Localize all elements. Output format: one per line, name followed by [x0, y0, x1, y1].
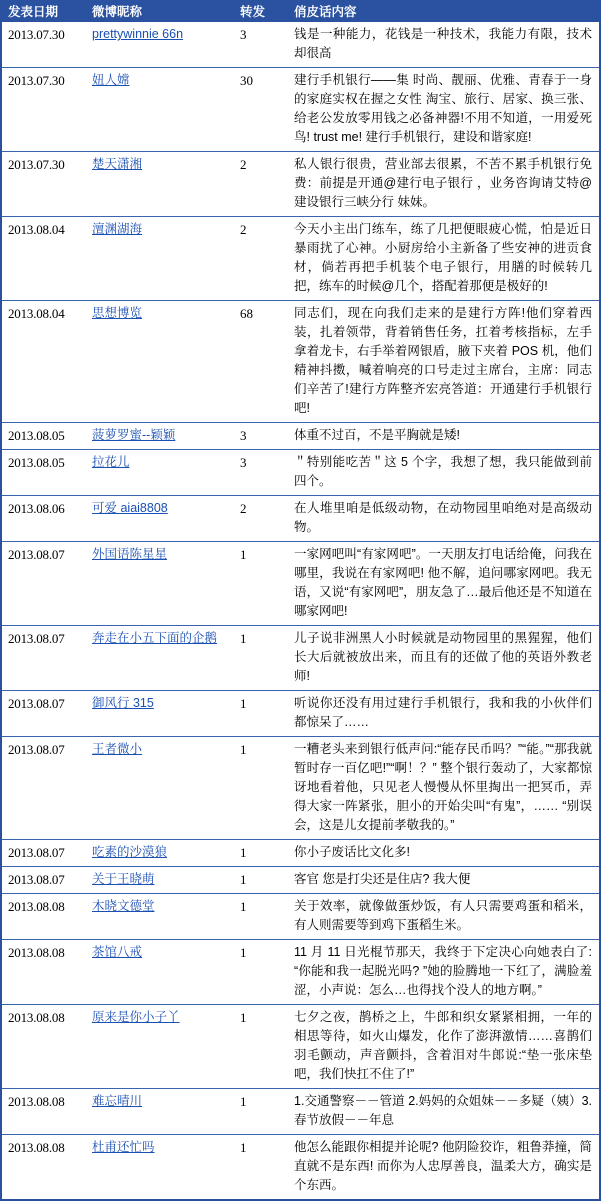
cell-content: 钱是一种能力，花钱是一种技术，我能力有限，技术却很高: [294, 27, 592, 60]
cell-nickname: [84, 737, 238, 840]
cell-content: 建行手机银行——集 时尚、靓丽、优雅、青春于一身的家庭实权在握之女性 淘宝、旅行、居家、换三张、给老公发放零用钱之必备神器!不用不知道，一用爱死鸟! trust me! 建行手机银行，建设和谐家庭!: [294, 73, 592, 144]
cell-content: ＂特别能吃苦＂这 5 个字，我想了想，我只能做到前四个。: [294, 455, 592, 488]
cell-content: 今天小主出门练车，练了几把便眼疲心慌，怕是近日暴雨扰了心神。小厨房给小主新备了些安神的进贡食材，倘若再把手机装个电子银行，用膳的时候转几把，练车的时候@几个，搭配着那便是极好的!: [294, 222, 592, 293]
cell-date: 2013.08.04: [8, 306, 65, 321]
table-row: [1, 894, 600, 940]
cell-nickname: [84, 1005, 238, 1089]
cell-date: 2013.08.08: [8, 1094, 65, 1109]
table-row: [1, 737, 600, 840]
cell-date: 2013.08.04: [8, 222, 65, 237]
cell-content: 儿子说非洲黑人小时候就是动物园里的黑猩猩，他们长大后就被放出来，而且有的还做了他的英语外教老师!: [294, 631, 592, 683]
cell-nickname: [84, 496, 238, 542]
cell-content: 你小子废话比文化多!: [294, 845, 410, 859]
table-row: [1, 68, 600, 152]
cell-forward-count: 1: [240, 742, 247, 757]
cell-nickname: [84, 840, 238, 867]
table-row: [1, 217, 600, 301]
nickname-link[interactable]: 御风行 315: [92, 696, 154, 710]
cell-date: 2013.08.08: [8, 1010, 65, 1025]
cell-forward-count: 2: [240, 157, 247, 172]
cell-nickname: [84, 68, 238, 152]
column-header-date[interactable]: 发表日期: [1, 1, 84, 22]
table-row: [1, 542, 600, 626]
cell-nickname: [84, 450, 238, 496]
nickname-link[interactable]: 菠萝罗蜜--颖颖: [92, 428, 176, 442]
cell-date: 2013.07.30: [8, 73, 65, 88]
cell-content: 他怎么能跟你相提并论呢? 他阴险狡诈，粗鲁莽撞，简直就不是东西! 而你为人忠厚善良，温柔大方，确实是个东西。: [294, 1140, 592, 1192]
nickname-link[interactable]: 杜甫还忙吗: [92, 1140, 155, 1154]
table-row: [1, 301, 600, 423]
nickname-link[interactable]: 可爱 aiai8808: [92, 501, 168, 515]
table-row: [1, 423, 600, 450]
cell-date: 2013.08.07: [8, 631, 65, 646]
cell-forward-count: 68: [240, 306, 253, 321]
cell-content: 关于效率，就像做蛋炒饭，有人只需要鸡蛋和稻米，有人则需要等到鸡下蛋稻生米。: [294, 899, 592, 932]
nickname-link[interactable]: 原来是你小子丫: [92, 1010, 180, 1024]
cell-forward-count: 3: [240, 455, 247, 470]
nickname-link[interactable]: 思想博览: [92, 306, 143, 320]
cell-nickname: [84, 542, 238, 626]
cell-forward-count: 1: [240, 845, 247, 860]
cell-date: 2013.08.05: [8, 455, 65, 470]
table-row: [1, 152, 600, 217]
table-body: [1, 22, 600, 1200]
cell-date: 2013.07.30: [8, 157, 65, 172]
table-row: [1, 626, 600, 691]
cell-date: 2013.08.07: [8, 547, 65, 562]
table-row: [1, 22, 600, 68]
cell-forward-count: 1: [240, 696, 247, 711]
cell-content: 11 月 11 日光棍节那天，我终于下定决心向她表白了:“你能和我一起脱光吗? ”她的脸腾地一下红了，满脸羞涩，小声说：怎么…也得找个没人的地方啊。”: [294, 945, 592, 997]
cell-date: 2013.07.30: [8, 27, 65, 42]
cell-nickname: [84, 894, 238, 940]
cell-date: 2013.08.08: [8, 945, 65, 960]
cell-forward-count: 1: [240, 631, 247, 646]
table-row: [1, 1089, 600, 1135]
cell-content: 一糟老头来到银行低声问:“能存民币吗？”“能。”“那我就暂时存一百亿吧!”“啊！？” 整个银行轰动了，大家都惊讶地看着他，只见老人慢慢从怀里掏出一把冥币，弄得大家一阵紧张，胆小的开始尖叫“有鬼”，…… “别误会，这是儿女提前孝敬我的。”: [294, 742, 592, 832]
nickname-link[interactable]: 妞人嫦: [92, 73, 130, 87]
cell-nickname: [84, 1089, 238, 1135]
cell-nickname: [84, 867, 238, 894]
table-row: [1, 1005, 600, 1089]
column-header-nickname[interactable]: 微博昵称: [84, 1, 238, 22]
cell-forward-count: 1: [240, 1140, 247, 1155]
table-row: [1, 450, 600, 496]
table-header-row: [1, 1, 600, 22]
cell-nickname: [84, 22, 238, 68]
cell-forward-count: 1: [240, 945, 247, 960]
column-header-content[interactable]: 俏皮话内容: [284, 1, 600, 22]
table-header: [1, 1, 600, 22]
cell-forward-count: 1: [240, 1094, 247, 1109]
cell-nickname: [84, 217, 238, 301]
nickname-link[interactable]: 关于王晓萌: [92, 872, 155, 886]
cell-forward-count: 1: [240, 1010, 247, 1025]
table-row: [1, 840, 600, 867]
table-row: [1, 691, 600, 737]
cell-content: 体重不过百，不是平胸就是矮!: [294, 428, 460, 442]
cell-content: 私人银行很贵，营业部去很累，不苦不累手机银行免费：前提是开通@建行电子银行 ，业务咨询请艾特@建设银行三峡分行 妹妹。: [294, 157, 592, 209]
cell-date: 2013.08.05: [8, 428, 65, 443]
cell-forward-count: 1: [240, 899, 247, 914]
nickname-link[interactable]: 茶馆八戒: [92, 945, 143, 959]
cell-date: 2013.08.07: [8, 872, 65, 887]
cell-nickname: [84, 423, 238, 450]
cell-content: 同志们，现在向我们走来的是建行方阵!他们穿着西装，扎着领带，背着销售任务，扛着考核指标，左手拿着龙卡，右手举着网银盾，腋下夹着 POS 机，他们精神抖擞，喊着响亮的口号走过主席台，主席：同志们辛苦了!建行方阵整齐宏亮答道：开通建行手机银行吧!: [294, 306, 592, 415]
table-row: [1, 867, 600, 894]
cell-forward-count: 30: [240, 73, 253, 88]
cell-forward-count: 2: [240, 222, 247, 237]
column-header-forwards[interactable]: 转发: [238, 1, 284, 22]
nickname-link[interactable]: 奔走在小五下面的企鹅: [92, 631, 218, 645]
cell-nickname: [84, 626, 238, 691]
cell-nickname: [84, 152, 238, 217]
cell-date: 2013.08.06: [8, 501, 65, 516]
cell-nickname: [84, 940, 238, 1005]
cell-content: 客官 您是打尖还是住店? 我大便: [294, 872, 471, 886]
nickname-link[interactable]: 澶渊湖海: [92, 222, 143, 236]
cell-nickname: [84, 691, 238, 737]
nickname-link[interactable]: 木晓文德堂: [92, 899, 155, 913]
nickname-link[interactable]: prettywinnie 66n: [92, 27, 184, 41]
nickname-link[interactable]: 吃素的沙漠狼: [92, 845, 168, 859]
cell-forward-count: 3: [240, 27, 247, 42]
table-row: [1, 940, 600, 1005]
nickname-link[interactable]: 难忘晴川: [92, 1094, 143, 1108]
cell-nickname: [84, 301, 238, 423]
nickname-link[interactable]: 外国语陈星星: [92, 547, 168, 561]
table-row: [1, 1135, 600, 1201]
cell-date: 2013.08.07: [8, 696, 65, 711]
table-row: [1, 496, 600, 542]
cell-content: 1.交通警察－－管道 2.妈妈的众姐妹－－多疑（姨）3.春节放假－－年息: [294, 1094, 592, 1127]
cell-date: 2013.08.08: [8, 899, 65, 914]
nickname-link[interactable]: 王者微小: [92, 742, 143, 756]
cell-date: 2013.08.07: [8, 845, 65, 860]
cell-date: 2013.08.08: [8, 1140, 65, 1155]
cell-forward-count: 3: [240, 428, 247, 443]
cell-date: 2013.08.07: [8, 742, 65, 757]
cell-forward-count: 1: [240, 547, 247, 562]
cell-content: 听说你还没有用过建行手机银行，我和我的小伙伴们都惊呆了……: [294, 696, 592, 729]
nickname-link[interactable]: 拉花儿: [92, 455, 130, 469]
cell-content: 一家网吧叫“有家网吧”。一天朋友打电话给俺，问我在哪里，我说在有家网吧! 他不解，追问哪家网吧。我无语，又说“有家网吧”，朋友急了…最后他还是不知道在哪家网吧!: [294, 547, 592, 618]
cell-forward-count: 2: [240, 501, 247, 516]
cell-content: 在人堆里咱是低级动物，在动物园里咱绝对是高级动物。: [294, 501, 592, 534]
nickname-link[interactable]: 楚天潇湘: [92, 157, 143, 171]
cell-content: 七夕之夜，鹊桥之上，牛郎和织女紧紧相拥，一年的相思等待，如火山爆发，化作了澎湃激情……喜鹊们羽毛颤动，声音颤抖，含着泪对牛郎说:“垫一张床垫吧，我们快扛不住了!”: [294, 1010, 592, 1081]
cell-forward-count: 1: [240, 872, 247, 887]
cell-nickname: [84, 1135, 238, 1201]
